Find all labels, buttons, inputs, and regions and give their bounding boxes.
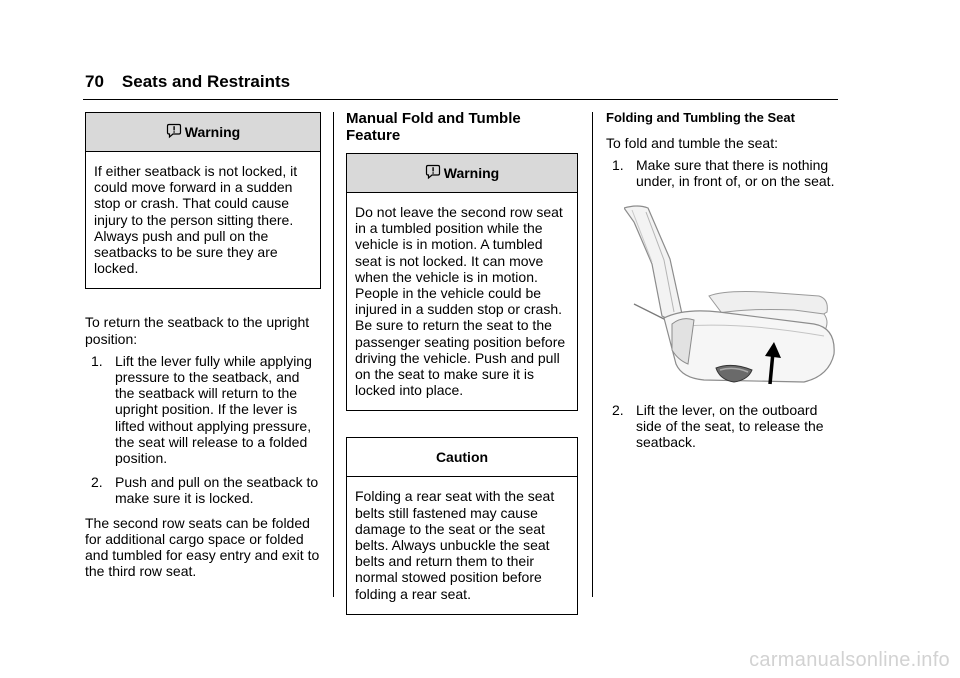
column-2 — [346, 110, 578, 615]
warning-header — [347, 154, 577, 193]
caution-box — [346, 437, 578, 614]
step-text: Lift the lever fully while applying pressure to the seatback, and the seatback will return to the upright position. If the lever is lifted without applying pressure, the seat will release to a folded position. — [115, 352, 312, 467]
column-1 — [85, 110, 321, 579]
step-number: 1. — [612, 157, 624, 174]
upright-steps — [85, 353, 321, 507]
watermark: carmanualsonline.info — [749, 649, 950, 671]
caution-text: Folding a rear seat with the seat belts still fastened may cause damage to the seat or the seat belts. Always unbuckle the seat belts and return them to their normal stowed position before folding a rear seat. — [355, 488, 555, 602]
header-divider — [83, 99, 838, 100]
fold-tumble-heading: Folding and Tumbling the Seat — [606, 110, 795, 125]
warning-text: Do not leave the second row seat in a tumbled position while the vehicle is in motion. A tumbled seat is not locked. It can move when the vehicle is in motion. People in the vehicle could be injured in a sudden stop or crash. Be sure to return the seat to the passenger seating position before driving the vehicle. Push and pull on the seat to make sure it is locked into place. — [355, 204, 566, 399]
warning-icon — [425, 164, 441, 180]
step-number: 2. — [91, 474, 103, 491]
column-divider-2 — [592, 112, 593, 597]
step-number: 2. — [612, 401, 624, 418]
heading-line-1: Manual Fold and Tumble — [346, 110, 521, 127]
section-heading — [346, 110, 578, 144]
warning-icon — [166, 123, 182, 139]
warning-text: If either seatback is not locked, it could move forward in a sudden stop or crash. That could cause injury to the person sitting there. Always push and pull on the seatbacks to be sure they are locked. — [94, 163, 298, 277]
warning-header — [86, 113, 320, 152]
fold-tumble-intro: To fold and tumble the seat: — [606, 135, 778, 151]
seat-lever-illustration — [624, 204, 839, 389]
list-item — [85, 474, 321, 506]
step-number: 1. — [91, 352, 103, 369]
warning-box-tumble — [346, 153, 578, 411]
section-title: Seats and Restraints — [121, 72, 291, 91]
fold-paragraph: The second row seats can be folded for additional cargo space or folded and tumbled for easy entry and exit to the third row seat. — [85, 514, 320, 580]
page-number: 70 — [85, 72, 104, 91]
page-header — [85, 72, 290, 92]
column-divider-1 — [333, 112, 334, 597]
fold-tumble-steps-b — [606, 402, 838, 451]
heading-line-2: Feature — [346, 127, 401, 144]
seat-illustration — [624, 204, 838, 394]
list-item — [606, 402, 838, 451]
fold-tumble-steps-a — [606, 157, 838, 189]
warning-title: Warning — [443, 165, 500, 181]
step-text: Lift the lever, on the outboard side of the seat, to release the seatback. — [636, 401, 824, 451]
step-text: Make sure that there is nothing under, in front of, or on the seat. — [636, 157, 835, 190]
caution-header — [347, 438, 577, 477]
column-3 — [606, 110, 838, 450]
step-text: Push and pull on the seatback to make sure it is locked. — [115, 474, 319, 507]
warning-box-seatback — [85, 112, 321, 289]
list-item — [85, 353, 321, 466]
upright-intro: To return the seatback to the upright position: — [85, 314, 310, 347]
list-item — [606, 157, 838, 189]
warning-title: Warning — [184, 124, 241, 140]
caution-title: Caution — [435, 449, 489, 466]
